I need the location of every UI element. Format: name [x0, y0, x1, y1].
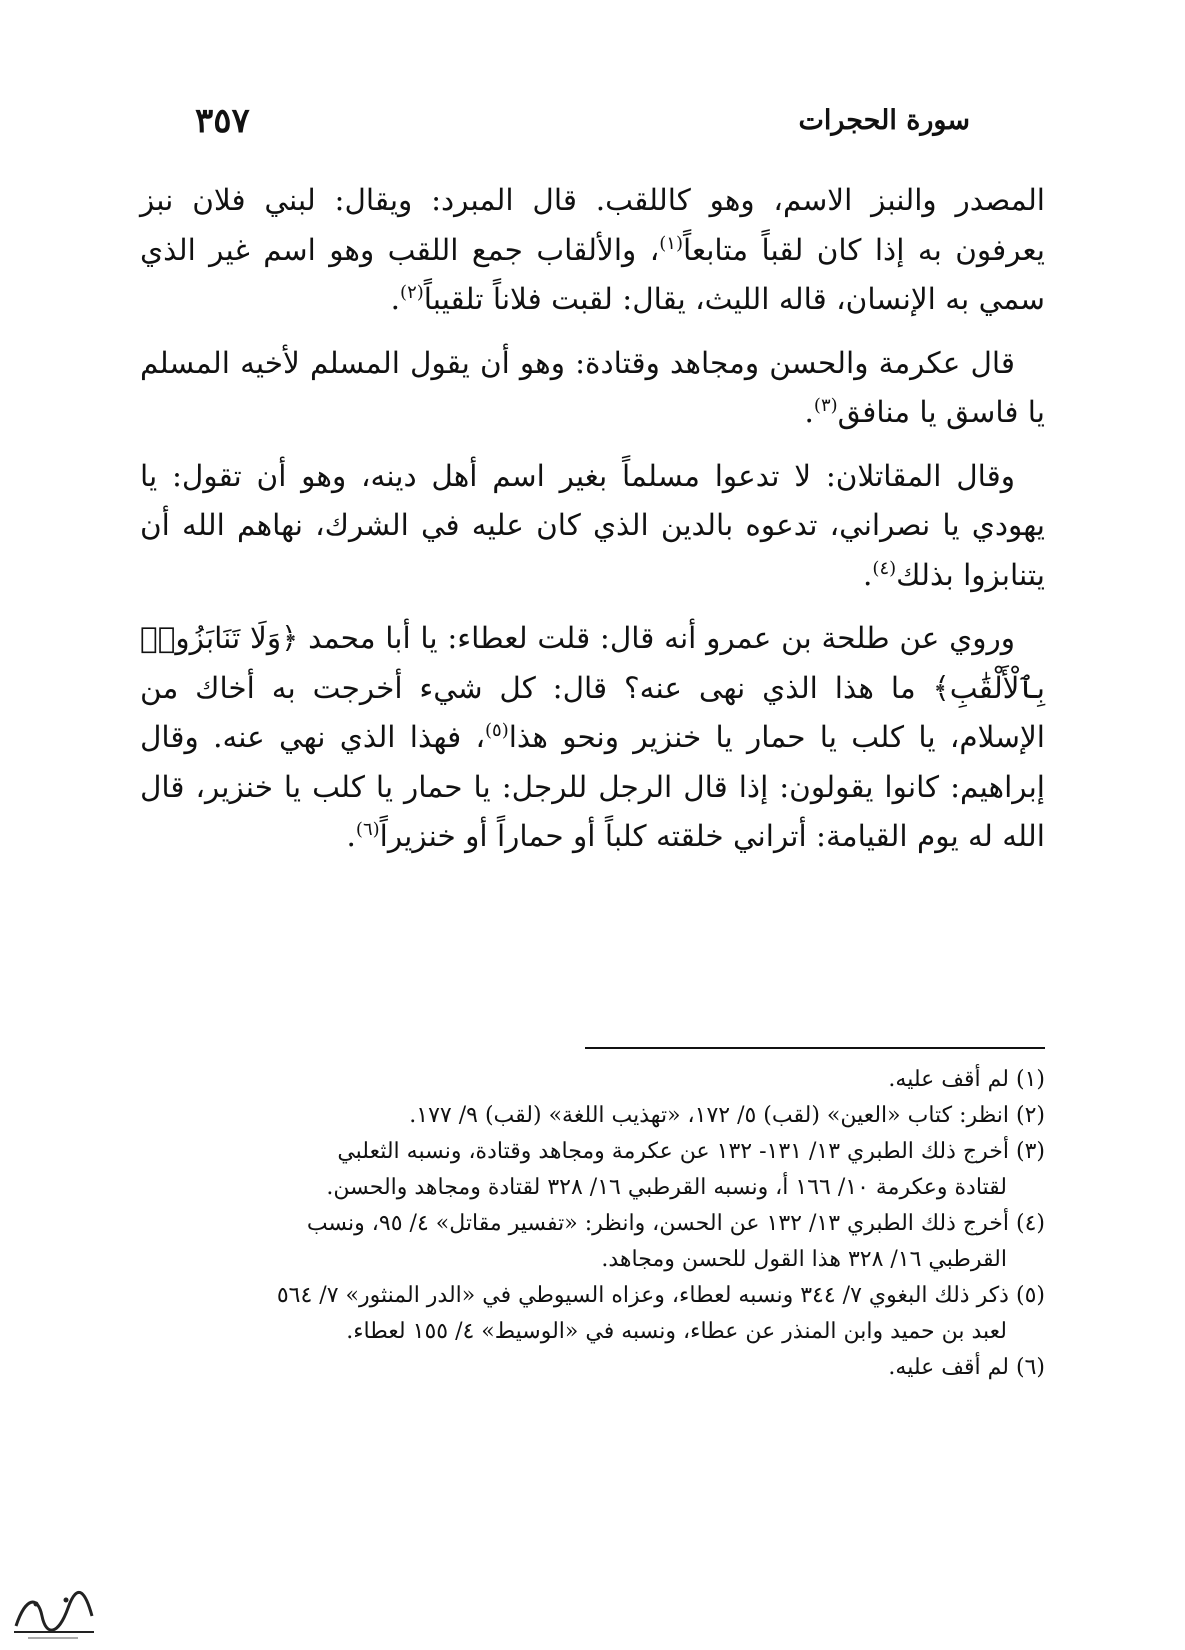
paragraph-1 [140, 176, 1045, 325]
footnote [140, 1278, 1045, 1350]
paragraph-text: المصدر والنبز الاسم، وهو كاللقب. قال المبرد: ويقال: لبني فلان نبز يعرفون به إذا كان لقباً متابعاً [140, 183, 1045, 267]
footnote-marker: (١) [659, 232, 683, 254]
paragraph-text: وروي عن طلحة بن عمرو أنه قال: قلت لعطاء: يا أبا محمد [308, 621, 1015, 655]
footnotes [140, 1062, 1045, 1386]
footnote-marker: (٣) [813, 395, 838, 417]
footnote-number: (٥) [1015, 1283, 1045, 1308]
footnote-text: أخرج ذلك الطبري ١٣/ ١٣١- ١٣٢ عن عكرمة ومجاهد وقتادة، ونسبه الثعلبي [337, 1139, 1009, 1164]
running-title: سورة الحجرات [798, 105, 970, 136]
footnote-text-continued: القرطبي ١٦/ ٣٢٨ هذا القول للحسن ومجاهد. [601, 1247, 1007, 1272]
paragraph-text: وقال المقاتلان: لا تدعوا مسلماً بغير اسم أهل دينه، وهو أن تقول: يا يهودي يا نصراني، تدعوه بالدين الذي كان عليه في الشرك، نهاهم الله أن يتنابزوا بذلك [140, 458, 1045, 592]
footnote-number: (١) [1015, 1067, 1045, 1092]
page-number: ٣٥٧ [195, 101, 250, 141]
footnote [140, 1098, 1045, 1134]
footnote-text: ذكر ذلك البغوي ٧/ ٣٤٤ ونسبه لعطاء، وعزاه السيوطي في «الدر المنثور» ٧/ ٥٦٤ [276, 1283, 1009, 1308]
paragraph-4 [140, 614, 1045, 862]
main-text [140, 176, 1045, 876]
footnote-number: (٢) [1015, 1103, 1045, 1128]
paragraph-text: . [804, 395, 814, 429]
page-header [195, 101, 970, 155]
quran-quote: ﴿وَلَا تَنَابَزُوا۟ بِٱلْأَلْقَٰبِ﴾ [140, 621, 1045, 705]
footnote-number: (٤) [1015, 1211, 1045, 1236]
footnote-text: أخرج ذلك الطبري ١٣/ ١٣٢ عن الحسن، وانظر: «تفسير مقاتل» ٤/ ٩٥، ونسب [306, 1211, 1009, 1236]
footnote-marker: (٦) [355, 819, 380, 841]
paragraph-text: ، فهذا الذي نهي عنه. وقال إبراهيم: كانوا يقولون: إذا قال الرجل للرجل: يا حمار يا كلب يا خنزير، قال الله له يوم القيامة: أتراني خلقته كلباً أو حماراً أو خنزيراً [140, 720, 1045, 853]
footnote-text-continued: لعبد بن حميد وابن المنذر عن عطاء، ونسبه في «الوسيط» ٤/ ١٥٥ لعطاء. [346, 1319, 1007, 1344]
paragraph-text: . [390, 282, 401, 316]
footnote [140, 1134, 1045, 1206]
footnote-number: (٦) [1015, 1355, 1045, 1380]
footnote-number: (٣) [1015, 1139, 1045, 1164]
publisher-logo [8, 1586, 98, 1644]
footnote [140, 1350, 1045, 1386]
paragraph-text: . [863, 557, 873, 592]
paragraph-text: ما هذا الذي نهى عنه؟ قال: كل شيء أخرجت به أخاك من الإسلام، يا كلب يا حمار يا خنزير ونحو هذا [140, 670, 1045, 754]
paragraph-3 [140, 452, 1045, 601]
footnote-marker: (٢) [400, 282, 424, 304]
paragraph-text: . [346, 819, 356, 853]
footnote [140, 1062, 1045, 1098]
footnote-text-continued: لقتادة وعكرمة ١٠/ ١٦٦ أ، ونسبه القرطبي ١٦/ ٣٢٨ لقتادة ومجاهد والحسن. [326, 1175, 1007, 1200]
footnote-text: انظر: كتاب «العين» (لقب) ٥/ ١٧٢، «تهذيب اللغة» (لقب) ٩/ ١٧٧. [409, 1103, 1009, 1128]
footnote [140, 1206, 1045, 1278]
paragraph-2 [140, 339, 1045, 438]
footnote-separator [585, 1047, 1045, 1049]
footnote-text: لم أقف عليه. [888, 1355, 1009, 1380]
paragraph-text: ، والألقاب جمع اللقب وهو اسم غير الذي سمي به الإنسان، قاله الليث، يقال: لقبت فلاناً تلقيباً [140, 232, 1045, 316]
paragraph-text: قال عكرمة والحسن ومجاهد وقتادة: وهو أن يقول المسلم لأخيه المسلم يا فاسق يا منافق [140, 345, 1045, 429]
footnote-text: لم أقف عليه. [888, 1067, 1009, 1092]
footnote-marker: (٥) [485, 720, 509, 742]
footnote-marker: (٤) [872, 557, 897, 579]
